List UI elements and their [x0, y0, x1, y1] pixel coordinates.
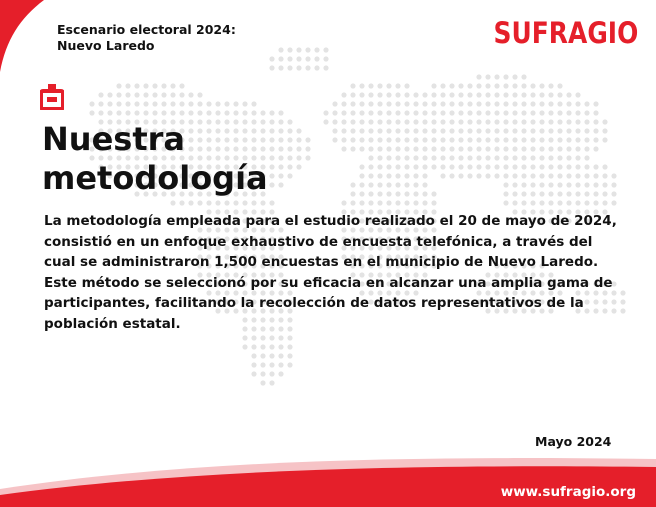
page-title-line1: Nuestra — [42, 120, 185, 158]
methodology-paragraph: La metodología empleada para el estudio realizado el 20 de mayo de 2024, consistió en un enfoque exhaustivo de encuesta telefónica, a través del cual se administraron 1,500 encuestas en el municipio de Nuevo Laredo. Este método se seleccionó por su eficacia en alcanzar una amplia gama de participantes, facilitando la recolección de datos representativos de la población estatal. — [44, 213, 617, 332]
corner-swoosh-decoration — [0, 0, 60, 80]
sufragio-logo: SUFRAGIO — [493, 16, 638, 50]
report-header-title — [57, 22, 236, 54]
page-title-line2: metodología — [42, 159, 268, 197]
report-date: Mayo 2024 — [535, 434, 612, 449]
header-title-line1: Escenario electoral 2024: — [57, 22, 236, 37]
header-title-line2: Nuevo Laredo — [57, 38, 155, 53]
ballot-box-icon — [40, 84, 64, 110]
website-link[interactable]: www.sufragio.org — [500, 484, 636, 500]
page-title — [42, 120, 268, 198]
